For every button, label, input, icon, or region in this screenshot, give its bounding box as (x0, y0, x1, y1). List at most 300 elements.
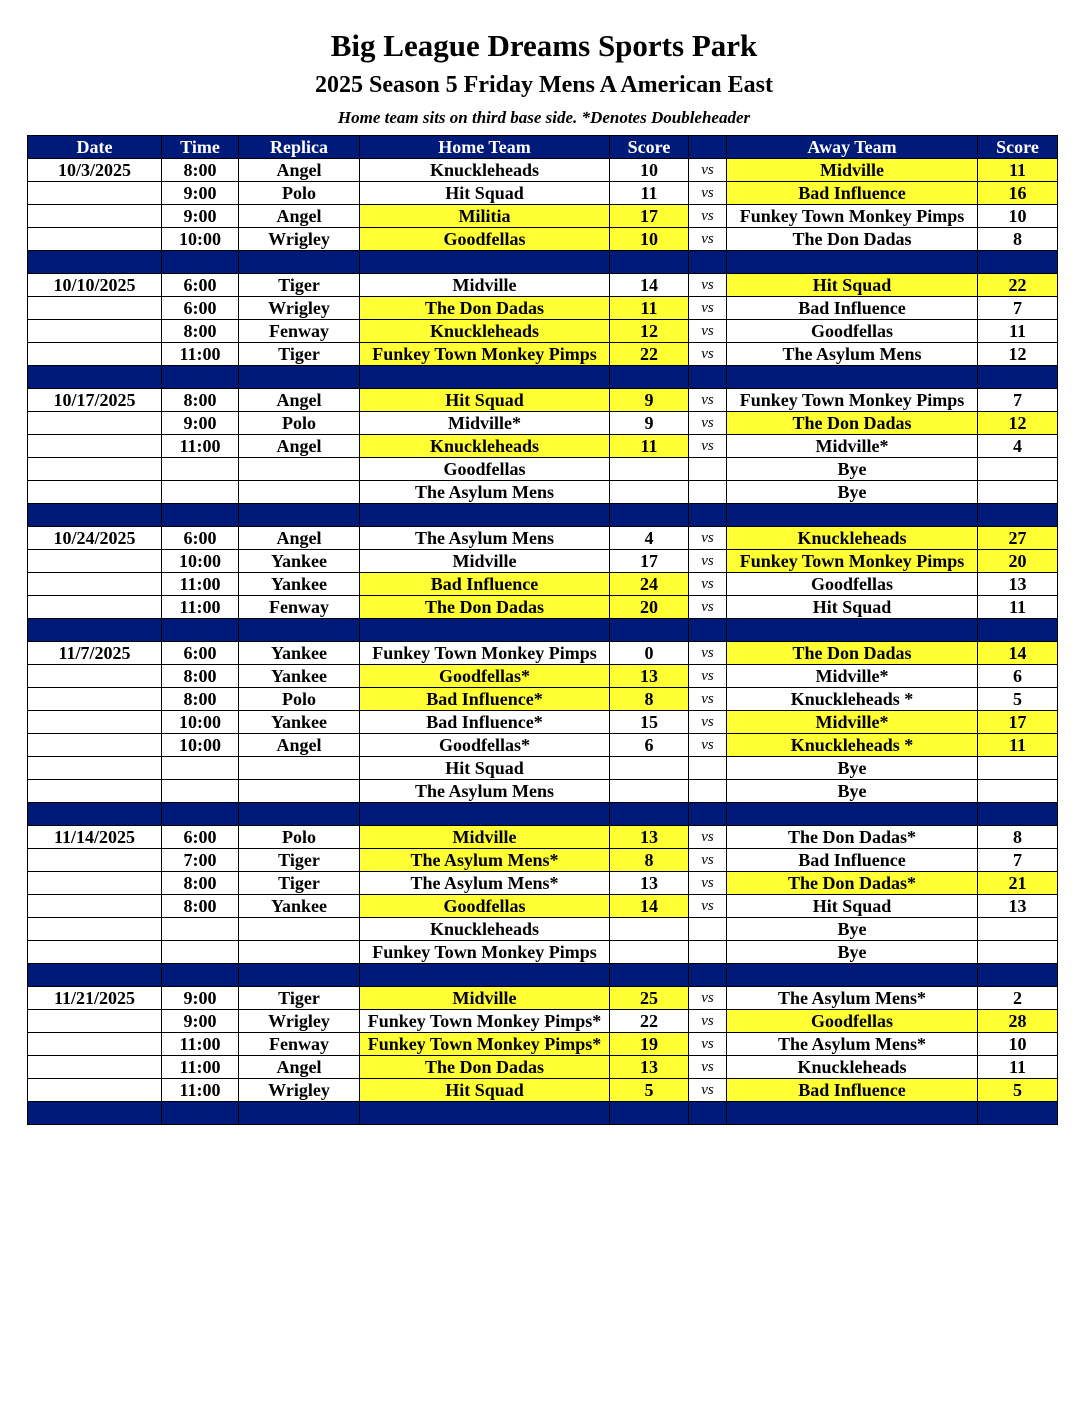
home-score-cell: 11 (610, 182, 689, 205)
week-separator (28, 366, 1058, 389)
away-score-cell: 13 (978, 573, 1058, 596)
game-row (28, 1010, 1058, 1033)
separator-cell (610, 251, 689, 274)
away-team-cell: The Don Dadas (727, 642, 978, 665)
game-row (28, 1056, 1058, 1079)
vs-cell: vs (689, 182, 727, 205)
separator-cell (978, 803, 1058, 826)
vs-cell: vs (689, 205, 727, 228)
separator-cell (162, 964, 239, 987)
home-team-cell: Funkey Town Monkey Pimps (360, 343, 610, 366)
game-row (28, 343, 1058, 366)
home-team-cell: Midville (360, 550, 610, 573)
separator-cell (978, 251, 1058, 274)
replica-cell: Yankee (239, 642, 360, 665)
separator-cell (727, 964, 978, 987)
replica-cell: Tiger (239, 849, 360, 872)
separator-cell (610, 619, 689, 642)
away-score-cell: 2 (978, 987, 1058, 1010)
away-score-cell: 8 (978, 826, 1058, 849)
home-score-cell: 8 (610, 849, 689, 872)
separator-cell (978, 964, 1058, 987)
away-team-cell: Midville* (727, 665, 978, 688)
home-team-cell: Goodfellas (360, 458, 610, 481)
separator-cell (689, 619, 727, 642)
replica-cell: Angel (239, 159, 360, 182)
home-score-cell: 22 (610, 343, 689, 366)
game-row (28, 780, 1058, 803)
home-team-cell: The Asylum Mens* (360, 872, 610, 895)
separator-cell (162, 1102, 239, 1125)
away-score-cell: 12 (978, 343, 1058, 366)
separator-cell (360, 1102, 610, 1125)
separator-cell (689, 964, 727, 987)
vs-cell: vs (689, 550, 727, 573)
game-row (28, 711, 1058, 734)
vs-cell: vs (689, 734, 727, 757)
date-cell (28, 688, 162, 711)
home-team-cell: The Asylum Mens (360, 780, 610, 803)
time-cell: 8:00 (162, 872, 239, 895)
replica-cell: Wrigley (239, 1010, 360, 1033)
date-cell (28, 941, 162, 964)
game-row (28, 872, 1058, 895)
time-cell: 9:00 (162, 182, 239, 205)
home-score-cell: 6 (610, 734, 689, 757)
time-cell: 10:00 (162, 711, 239, 734)
game-row (28, 849, 1058, 872)
separator-cell (978, 504, 1058, 527)
time-cell: 9:00 (162, 412, 239, 435)
away-score-cell: 10 (978, 1033, 1058, 1056)
time-cell (162, 780, 239, 803)
separator-cell (978, 619, 1058, 642)
vs-cell: vs (689, 711, 727, 734)
time-cell: 6:00 (162, 642, 239, 665)
away-team-cell: Hit Squad (727, 274, 978, 297)
home-score-cell: 0 (610, 642, 689, 665)
replica-cell (239, 757, 360, 780)
schedule-note: Home team sits on third base side. *Denotes Doubleheader (337, 108, 751, 127)
date-cell: 11/7/2025 (28, 642, 162, 665)
home-team-cell: Goodfellas (360, 228, 610, 251)
home-score-cell (610, 481, 689, 504)
vs-cell (689, 918, 727, 941)
home-score-cell: 8 (610, 688, 689, 711)
home-team-cell: Hit Squad (360, 757, 610, 780)
away-team-cell: Knuckleheads (727, 527, 978, 550)
away-score-cell: 14 (978, 642, 1058, 665)
week-separator (28, 964, 1058, 987)
game-row (28, 182, 1058, 205)
home-team-cell: Hit Squad (360, 1079, 610, 1102)
separator-cell (727, 504, 978, 527)
away-score-cell (978, 780, 1058, 803)
game-row (28, 458, 1058, 481)
away-team-cell: Bad Influence (727, 1079, 978, 1102)
date-cell (28, 205, 162, 228)
home-score-cell: 13 (610, 872, 689, 895)
home-score-cell: 17 (610, 205, 689, 228)
separator-cell (727, 619, 978, 642)
time-cell: 10:00 (162, 734, 239, 757)
vs-cell (689, 757, 727, 780)
separator-cell (28, 251, 162, 274)
separator-cell (610, 504, 689, 527)
vs-cell: vs (689, 665, 727, 688)
week-separator (28, 803, 1058, 826)
replica-cell (239, 458, 360, 481)
home-team-cell: Bad Influence* (360, 688, 610, 711)
separator-cell (360, 366, 610, 389)
week-separator (28, 251, 1058, 274)
replica-cell: Yankee (239, 711, 360, 734)
separator-cell (360, 504, 610, 527)
away-team-cell: Bad Influence (727, 849, 978, 872)
vs-cell (689, 780, 727, 803)
game-row (28, 435, 1058, 458)
home-score-cell (610, 941, 689, 964)
game-row (28, 389, 1058, 412)
game-row (28, 596, 1058, 619)
time-cell: 9:00 (162, 1010, 239, 1033)
vs-cell (689, 481, 727, 504)
away-score-cell: 6 (978, 665, 1058, 688)
separator-cell (610, 964, 689, 987)
date-cell (28, 665, 162, 688)
date-cell: 10/17/2025 (28, 389, 162, 412)
home-score-cell: 15 (610, 711, 689, 734)
home-team-cell: Bad Influence (360, 573, 610, 596)
home-team-cell: Funkey Town Monkey Pimps (360, 642, 610, 665)
away-team-cell: Bye (727, 757, 978, 780)
away-team-cell: Goodfellas (727, 1010, 978, 1033)
away-team-cell: Bad Influence (727, 297, 978, 320)
away-score-cell (978, 458, 1058, 481)
time-cell: 10:00 (162, 228, 239, 251)
page-subtitle: 2025 Season 5 Friday Mens A American East (314, 72, 773, 98)
home-team-cell: The Don Dadas (360, 1056, 610, 1079)
date-cell (28, 228, 162, 251)
col-away-score: Score (978, 136, 1058, 159)
vs-cell: vs (689, 895, 727, 918)
vs-cell: vs (689, 297, 727, 320)
away-score-cell: 5 (978, 688, 1058, 711)
separator-cell (978, 366, 1058, 389)
home-score-cell (610, 780, 689, 803)
away-team-cell: The Don Dadas* (727, 872, 978, 895)
replica-cell: Wrigley (239, 297, 360, 320)
separator-cell (162, 366, 239, 389)
separator-cell (689, 504, 727, 527)
date-cell (28, 596, 162, 619)
vs-cell: vs (689, 596, 727, 619)
game-row (28, 159, 1058, 182)
separator-cell (689, 251, 727, 274)
home-score-cell: 14 (610, 895, 689, 918)
away-score-cell (978, 757, 1058, 780)
away-score-cell: 20 (978, 550, 1058, 573)
home-score-cell: 17 (610, 550, 689, 573)
replica-cell: Fenway (239, 1033, 360, 1056)
away-score-cell: 11 (978, 320, 1058, 343)
replica-cell: Angel (239, 389, 360, 412)
home-score-cell (610, 458, 689, 481)
vs-cell: vs (689, 435, 727, 458)
date-cell (28, 481, 162, 504)
col-vs (689, 136, 727, 159)
separator-cell (28, 619, 162, 642)
away-team-cell: Midville* (727, 435, 978, 458)
vs-cell: vs (689, 274, 727, 297)
replica-cell: Tiger (239, 987, 360, 1010)
col-away-team: Away Team (727, 136, 978, 159)
home-team-cell: Knuckleheads (360, 320, 610, 343)
away-score-cell: 11 (978, 596, 1058, 619)
time-cell: 11:00 (162, 435, 239, 458)
away-team-cell: Funkey Town Monkey Pimps (727, 205, 978, 228)
home-score-cell (610, 757, 689, 780)
separator-cell (727, 803, 978, 826)
replica-cell: Yankee (239, 550, 360, 573)
time-cell: 11:00 (162, 596, 239, 619)
game-row (28, 320, 1058, 343)
col-replica: Replica (239, 136, 360, 159)
time-cell (162, 458, 239, 481)
date-cell (28, 734, 162, 757)
home-score-cell: 4 (610, 527, 689, 550)
home-team-cell: Hit Squad (360, 389, 610, 412)
date-cell (28, 1010, 162, 1033)
time-cell (162, 757, 239, 780)
home-team-cell: Funkey Town Monkey Pimps* (360, 1033, 610, 1056)
home-team-cell: Hit Squad (360, 182, 610, 205)
replica-cell: Angel (239, 1056, 360, 1079)
separator-cell (162, 803, 239, 826)
separator-cell (689, 366, 727, 389)
time-cell: 8:00 (162, 665, 239, 688)
date-cell (28, 711, 162, 734)
game-row (28, 688, 1058, 711)
vs-cell (689, 458, 727, 481)
away-team-cell: Bye (727, 458, 978, 481)
home-team-cell: Bad Influence* (360, 711, 610, 734)
away-score-cell: 11 (978, 734, 1058, 757)
away-team-cell: Bad Influence (727, 182, 978, 205)
separator-cell (28, 504, 162, 527)
separator-cell (28, 1102, 162, 1125)
away-score-cell: 11 (978, 159, 1058, 182)
home-score-cell: 20 (610, 596, 689, 619)
time-cell: 11:00 (162, 343, 239, 366)
time-cell: 9:00 (162, 987, 239, 1010)
date-cell (28, 320, 162, 343)
separator-cell (162, 619, 239, 642)
separator-cell (239, 1102, 360, 1125)
home-score-cell: 24 (610, 573, 689, 596)
date-cell (28, 550, 162, 573)
away-score-cell: 7 (978, 849, 1058, 872)
away-score-cell: 16 (978, 182, 1058, 205)
game-row (28, 228, 1058, 251)
away-score-cell (978, 941, 1058, 964)
separator-cell (360, 803, 610, 826)
col-home-team: Home Team (360, 136, 610, 159)
away-team-cell: Bye (727, 941, 978, 964)
separator-cell (239, 619, 360, 642)
time-cell: 11:00 (162, 1079, 239, 1102)
home-team-cell: Funkey Town Monkey Pimps* (360, 1010, 610, 1033)
replica-cell: Yankee (239, 665, 360, 688)
vs-cell: vs (689, 872, 727, 895)
separator-cell (162, 504, 239, 527)
home-team-cell: The Don Dadas (360, 297, 610, 320)
date-cell (28, 1079, 162, 1102)
replica-cell: Angel (239, 527, 360, 550)
home-team-cell: Funkey Town Monkey Pimps (360, 941, 610, 964)
vs-cell: vs (689, 573, 727, 596)
home-score-cell: 9 (610, 389, 689, 412)
away-team-cell: The Don Dadas (727, 412, 978, 435)
date-cell (28, 780, 162, 803)
time-cell (162, 941, 239, 964)
vs-cell: vs (689, 987, 727, 1010)
away-team-cell: The Asylum Mens* (727, 1033, 978, 1056)
away-score-cell: 12 (978, 412, 1058, 435)
home-score-cell: 11 (610, 435, 689, 458)
separator-cell (978, 1102, 1058, 1125)
separator-cell (28, 366, 162, 389)
home-team-cell: Midville (360, 826, 610, 849)
home-team-cell: Midville (360, 987, 610, 1010)
time-cell: 8:00 (162, 688, 239, 711)
away-team-cell: Hit Squad (727, 596, 978, 619)
away-team-cell: Midville (727, 159, 978, 182)
home-score-cell: 14 (610, 274, 689, 297)
home-score-cell: 10 (610, 159, 689, 182)
game-row (28, 918, 1058, 941)
home-team-cell: The Asylum Mens* (360, 849, 610, 872)
home-team-cell: Midville* (360, 412, 610, 435)
replica-cell: Polo (239, 412, 360, 435)
home-score-cell: 10 (610, 228, 689, 251)
separator-cell (239, 964, 360, 987)
vs-cell: vs (689, 1056, 727, 1079)
time-cell: 7:00 (162, 849, 239, 872)
game-row (28, 757, 1058, 780)
date-cell (28, 297, 162, 320)
vs-cell: vs (689, 849, 727, 872)
home-score-cell: 9 (610, 412, 689, 435)
home-score-cell: 12 (610, 320, 689, 343)
replica-cell: Polo (239, 688, 360, 711)
date-cell: 10/3/2025 (28, 159, 162, 182)
replica-cell: Tiger (239, 872, 360, 895)
replica-cell: Angel (239, 205, 360, 228)
date-cell: 10/24/2025 (28, 527, 162, 550)
replica-cell: Angel (239, 435, 360, 458)
time-cell: 9:00 (162, 205, 239, 228)
home-score-cell: 13 (610, 665, 689, 688)
week-separator (28, 504, 1058, 527)
away-score-cell: 10 (978, 205, 1058, 228)
vs-cell (689, 941, 727, 964)
time-cell: 6:00 (162, 527, 239, 550)
separator-cell (162, 251, 239, 274)
separator-cell (360, 964, 610, 987)
game-row (28, 527, 1058, 550)
game-row (28, 826, 1058, 849)
away-score-cell (978, 481, 1058, 504)
col-time: Time (162, 136, 239, 159)
separator-cell (239, 251, 360, 274)
replica-cell: Yankee (239, 895, 360, 918)
game-row (28, 665, 1058, 688)
date-cell (28, 1033, 162, 1056)
game-row (28, 274, 1058, 297)
date-cell: 10/10/2025 (28, 274, 162, 297)
time-cell: 8:00 (162, 895, 239, 918)
away-score-cell: 8 (978, 228, 1058, 251)
home-score-cell: 22 (610, 1010, 689, 1033)
separator-cell (727, 251, 978, 274)
date-cell (28, 849, 162, 872)
vs-cell: vs (689, 159, 727, 182)
time-cell: 6:00 (162, 297, 239, 320)
date-cell (28, 918, 162, 941)
away-team-cell: Funkey Town Monkey Pimps (727, 550, 978, 573)
vs-cell: vs (689, 1033, 727, 1056)
home-team-cell: Knuckleheads (360, 159, 610, 182)
schedule-table (27, 135, 1058, 1125)
date-cell: 11/14/2025 (28, 826, 162, 849)
home-team-cell: Goodfellas (360, 895, 610, 918)
home-team-cell: Knuckleheads (360, 435, 610, 458)
away-team-cell: Knuckleheads * (727, 688, 978, 711)
home-team-cell: The Don Dadas (360, 596, 610, 619)
away-score-cell (978, 918, 1058, 941)
replica-cell: Tiger (239, 274, 360, 297)
game-row (28, 481, 1058, 504)
separator-cell (239, 504, 360, 527)
date-cell (28, 757, 162, 780)
away-team-cell: Midville* (727, 711, 978, 734)
time-cell: 8:00 (162, 159, 239, 182)
separator-cell (727, 366, 978, 389)
home-team-cell: Midville (360, 274, 610, 297)
vs-cell: vs (689, 826, 727, 849)
vs-cell: vs (689, 412, 727, 435)
date-cell (28, 343, 162, 366)
separator-cell (239, 366, 360, 389)
home-score-cell: 25 (610, 987, 689, 1010)
home-score-cell: 19 (610, 1033, 689, 1056)
away-team-cell: The Asylum Mens (727, 343, 978, 366)
home-team-cell: Knuckleheads (360, 918, 610, 941)
home-team-cell: The Asylum Mens (360, 481, 610, 504)
away-score-cell: 5 (978, 1079, 1058, 1102)
date-cell: 11/21/2025 (28, 987, 162, 1010)
time-cell: 10:00 (162, 550, 239, 573)
home-team-cell: The Asylum Mens (360, 527, 610, 550)
time-cell: 11:00 (162, 1056, 239, 1079)
replica-cell: Yankee (239, 573, 360, 596)
date-cell (28, 458, 162, 481)
away-team-cell: Goodfellas (727, 573, 978, 596)
time-cell: 8:00 (162, 389, 239, 412)
schedule-body (28, 159, 1058, 1125)
separator-cell (360, 251, 610, 274)
